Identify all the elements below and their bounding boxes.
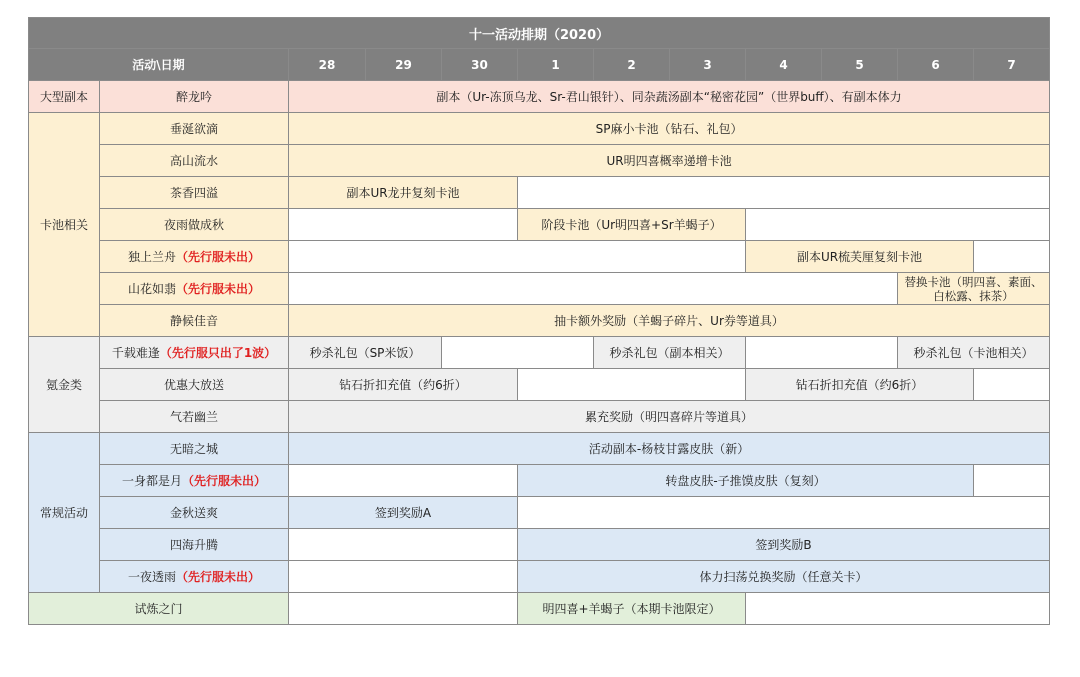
activity-name-cell <box>100 465 289 497</box>
empty-cell <box>746 209 1050 241</box>
header-date: 4 <box>746 49 822 81</box>
category-cell: 常规活动 <box>29 433 100 593</box>
empty-cell <box>518 497 1050 529</box>
schedule-event-cell: 副本UR梳芙厘复刻卡池 <box>746 241 974 273</box>
schedule-event-cell: 体力扫荡兑换奖励（任意关卡） <box>518 561 1050 593</box>
table-row <box>29 433 1050 465</box>
empty-cell <box>289 209 518 241</box>
table-row <box>29 401 1050 433</box>
schedule-event-cell: 明四喜+羊蝎子（本期卡池限定） <box>518 593 746 625</box>
activity-name: 四海升腾 <box>169 538 218 552</box>
activity-name: 气若幽兰 <box>169 410 218 424</box>
table-row <box>29 177 1050 209</box>
activity-name-cell <box>100 177 289 209</box>
empty-cell <box>289 529 518 561</box>
header-date: 3 <box>670 49 746 81</box>
empty-cell <box>518 369 746 401</box>
table-row <box>29 465 1050 497</box>
activity-name: 静候佳音 <box>169 314 218 328</box>
activity-name-cell <box>100 497 289 529</box>
table-row <box>29 81 1050 113</box>
header-date: 7 <box>974 49 1050 81</box>
table-row <box>29 305 1050 337</box>
activity-name: 夜雨做成秋 <box>163 218 224 232</box>
header-date: 1 <box>518 49 594 81</box>
header-date: 29 <box>366 49 442 81</box>
activity-name: 无暗之城 <box>169 442 218 456</box>
header-date: 2 <box>594 49 670 81</box>
empty-cell <box>442 337 594 369</box>
activity-name: 优惠大放送 <box>163 378 224 392</box>
activity-name-cell <box>100 81 289 113</box>
activity-name-cell <box>100 529 289 561</box>
table-row <box>29 369 1050 401</box>
activity-name-cell <box>100 369 289 401</box>
schedule-event-cell: 累充奖励（明四喜碎片等道具） <box>289 401 1050 433</box>
table-row <box>29 593 1050 625</box>
header-activity-date: 活动\日期 <box>29 49 289 81</box>
table-row <box>29 145 1050 177</box>
empty-cell <box>289 241 746 273</box>
empty-cell <box>289 561 518 593</box>
table-row <box>29 241 1050 273</box>
activity-name: 金秋送爽 <box>169 506 218 520</box>
schedule-event-cell: 秒杀礼包（副本相关） <box>594 337 746 369</box>
schedule-event-cell: 签到奖励B <box>518 529 1050 561</box>
schedule-event-cell: 副本UR龙井复刻卡池 <box>289 177 518 209</box>
activity-name-cell <box>100 433 289 465</box>
table-row <box>29 561 1050 593</box>
activity-name-cell <box>100 561 289 593</box>
header-date: 6 <box>898 49 974 81</box>
table-row <box>29 337 1050 369</box>
activity-name: 一夜透雨 <box>127 570 176 584</box>
schedule-event-cell: UR明四喜概率递增卡池 <box>289 145 1050 177</box>
schedule-table <box>28 17 1050 625</box>
header-date: 28 <box>289 49 366 81</box>
empty-cell <box>746 337 898 369</box>
activity-name: 山花如翡 <box>127 282 176 296</box>
activity-name-cell <box>100 273 289 305</box>
schedule-event-cell: 秒杀礼包（SP米饭） <box>289 337 442 369</box>
activity-name: 醉龙吟 <box>175 90 212 104</box>
activity-name-cell <box>100 209 289 241</box>
schedule-event-cell: 钻石折扣充值（约6折） <box>746 369 974 401</box>
schedule-event-cell: 钻石折扣充值（约6折） <box>289 369 518 401</box>
activity-name: 垂涎欲滴 <box>169 122 218 136</box>
server-status-note: （先行服未出） <box>176 250 261 264</box>
empty-cell <box>518 177 1050 209</box>
activity-name-cell <box>100 241 289 273</box>
table-row <box>29 497 1050 529</box>
empty-cell <box>974 369 1050 401</box>
category-cell: 氪金类 <box>29 337 100 433</box>
schedule-event-cell: SP麻小卡池（钻石、礼包） <box>289 113 1050 145</box>
header-date: 5 <box>822 49 898 81</box>
header-date: 30 <box>442 49 518 81</box>
activity-name: 茶香四溢 <box>169 186 218 200</box>
schedule-event-cell: 秒杀礼包（卡池相关） <box>898 337 1050 369</box>
schedule-event-cell: 替换卡池（明四喜、素面、白松露、抹茶） <box>898 273 1050 305</box>
activity-name-cell <box>100 401 289 433</box>
table-row <box>29 113 1050 145</box>
table-row <box>29 273 1050 305</box>
category-cell: 卡池相关 <box>29 113 100 337</box>
server-status-note: （先行服只出了1波） <box>159 346 277 360</box>
schedule-event-cell: 阶段卡池（Ur明四喜+Sr羊蝎子） <box>518 209 746 241</box>
activity-name: 高山流水 <box>169 154 218 168</box>
activity-name-cell <box>100 145 289 177</box>
schedule-event-cell: 签到奖励A <box>289 497 518 529</box>
empty-cell <box>289 593 518 625</box>
server-status-note: （先行服未出） <box>176 282 261 296</box>
category-cell: 试炼之门 <box>29 593 289 625</box>
table-row <box>29 209 1050 241</box>
empty-cell <box>289 465 518 497</box>
table-title: 十一活动排期（2020） <box>29 18 1050 49</box>
schedule-event-cell: 副本（Ur-冻顶乌龙、Sr-君山银针）、同杂蔬汤副本“秘密花园”（世界buff）、有副本体力 <box>289 81 1050 113</box>
activity-name-cell <box>100 337 289 369</box>
empty-cell <box>974 241 1050 273</box>
activity-name-cell <box>100 305 289 337</box>
activity-name: 独上兰舟 <box>127 250 176 264</box>
empty-cell <box>289 273 898 305</box>
empty-cell <box>746 593 1050 625</box>
server-status-note: （先行服未出） <box>182 474 267 488</box>
schedule-event-cell: 转盘皮肤-子推馍皮肤（复刻） <box>518 465 974 497</box>
table-row <box>29 529 1050 561</box>
empty-cell <box>974 465 1050 497</box>
category-cell: 大型副本 <box>29 81 100 113</box>
activity-name: 一身都是月 <box>121 474 182 488</box>
server-status-note: （先行服未出） <box>176 570 261 584</box>
schedule-event-cell: 抽卡额外奖励（羊蝎子碎片、Ur券等道具） <box>289 305 1050 337</box>
activity-name-cell <box>100 113 289 145</box>
activity-name: 千载难逢 <box>111 346 160 360</box>
schedule-event-cell: 活动副本-杨枝甘露皮肤（新） <box>289 433 1050 465</box>
